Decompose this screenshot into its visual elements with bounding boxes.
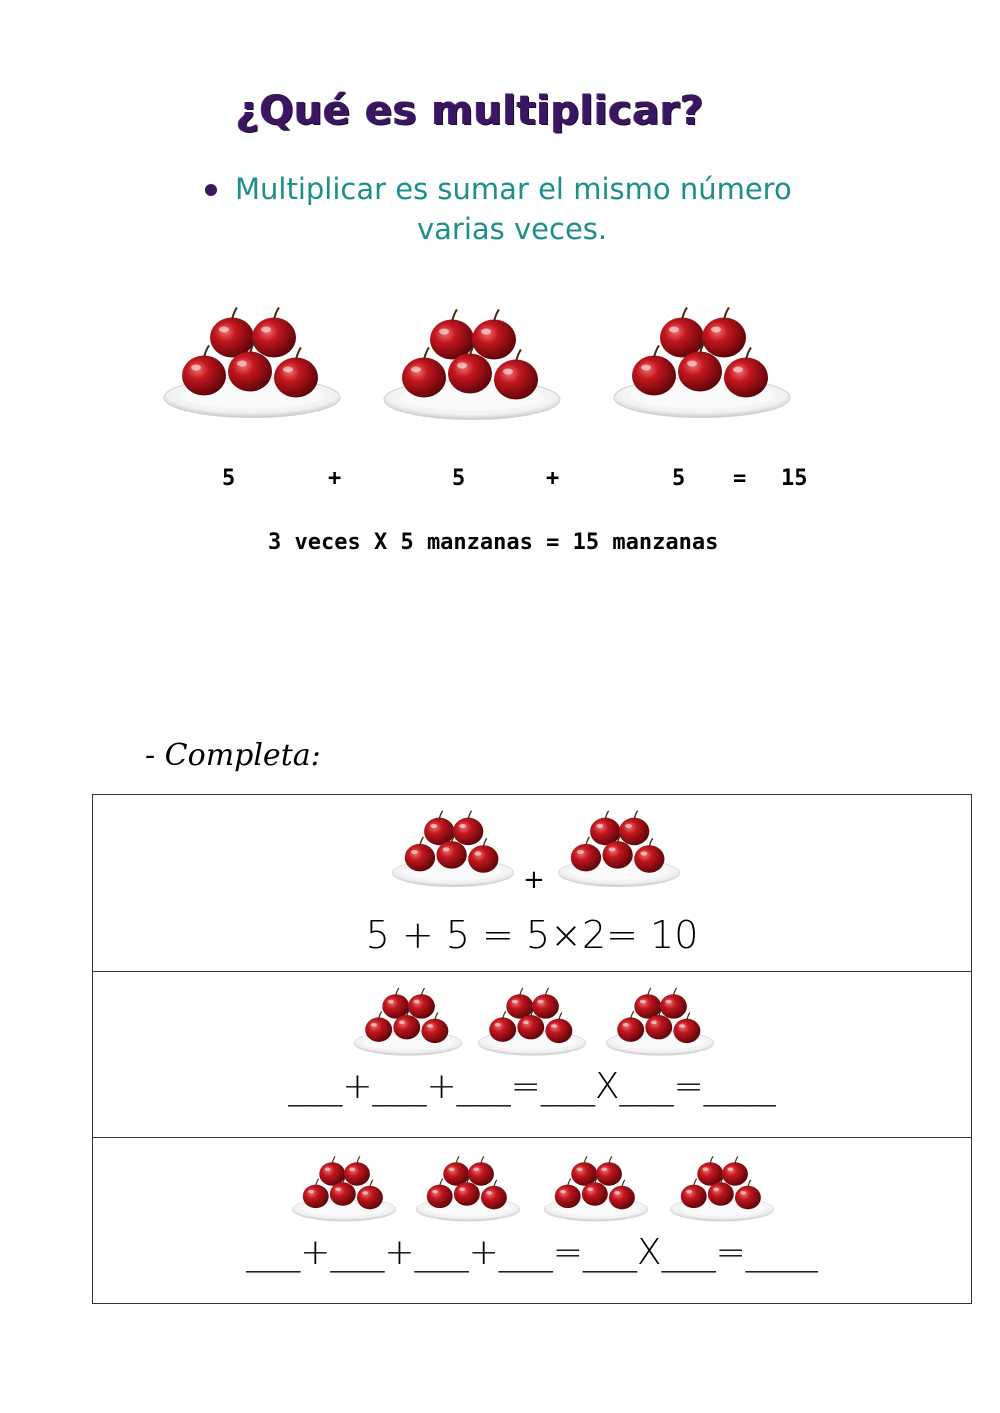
example-equals: = xyxy=(733,466,747,491)
apple-plate-icon xyxy=(291,1148,397,1230)
row-3-equation[interactable]: ___+___+___+___=___X___=____ xyxy=(246,1232,818,1273)
example-addend-2: 5 xyxy=(452,466,466,491)
apple-plate-icon xyxy=(605,980,715,1064)
row-2-equation[interactable]: ___+___+___=___X___=____ xyxy=(288,1066,776,1107)
page-title: ¿Qué es multiplicar? xyxy=(236,88,704,134)
exercise-row-3 xyxy=(93,1138,971,1305)
exercise-row-1 xyxy=(93,795,971,972)
apple-plate-icon xyxy=(391,803,515,895)
apple-plate-icon xyxy=(382,300,562,430)
definition-line-2: varias veces. xyxy=(417,212,608,246)
apple-plate-icon xyxy=(477,980,587,1064)
apple-plate-icon xyxy=(353,980,463,1064)
example-summary: 3 veces X 5 manzanas = 15 manzanas xyxy=(268,530,719,555)
bullet-dot-icon xyxy=(205,184,217,196)
example-addend-1: 5 xyxy=(222,466,236,491)
definition-line-1: Multiplicar es sumar el mismo número xyxy=(235,172,792,206)
apple-plate-icon xyxy=(415,1148,521,1230)
apple-plate-icon xyxy=(669,1148,775,1230)
apple-plate-icon xyxy=(612,298,792,428)
exercise-row-2 xyxy=(93,972,971,1138)
row-1-equation: 5 + 5 = 5×2= 10 xyxy=(365,913,699,957)
example-plus-2: + xyxy=(546,466,560,491)
example-result: 15 xyxy=(781,466,808,491)
exercise-table xyxy=(92,794,972,1304)
apple-plate-icon xyxy=(557,803,681,895)
apple-plate-icon xyxy=(162,298,342,428)
example-addend-3: 5 xyxy=(672,466,686,491)
example-plus-1: + xyxy=(328,466,342,491)
exercise-instruction: - Completa: xyxy=(145,738,321,773)
apple-plate-icon xyxy=(543,1148,649,1230)
row-1-plus: + xyxy=(523,865,545,895)
